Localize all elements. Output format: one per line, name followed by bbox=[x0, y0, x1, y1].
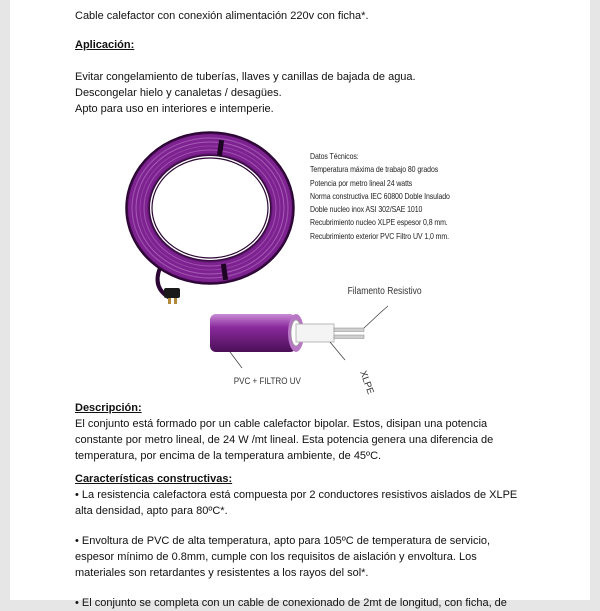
technical-data-line: Recubrimiento nucleo XLPE espesor 0,8 mm. bbox=[310, 217, 448, 228]
intro-text: Cable calefactor con conexión alimentación 220v con ficha*. bbox=[75, 10, 369, 22]
caracteristicas-line: espesor mínimo de 0.8mm, cumple con los requisitos de aislación y envoltura. Los bbox=[75, 551, 477, 563]
caracteristicas-line: • La resistencia calefactora está compuesta por 2 conductores resistivos aislados de XLPE bbox=[75, 489, 518, 501]
technical-data-line: Doble nucleo inox ASI 302/SAE 1010 bbox=[310, 204, 423, 215]
caracteristicas-line: • El conjunto se completa con un cable de conexionado de 2mt de longitud, con ficha, de bbox=[75, 597, 507, 609]
xlpe-label: XLPE bbox=[357, 369, 376, 396]
descripcion-section bbox=[75, 400, 525, 464]
technical-data-line: Recubrimiento exterior PVC Filtro UV 1,0 mm. bbox=[310, 230, 449, 241]
caracteristicas-heading: Características constructivas: bbox=[75, 473, 233, 485]
intro-section bbox=[75, 8, 525, 24]
technical-data-line: Temperatura máxima de trabajo 80 grados bbox=[310, 164, 439, 175]
cable-coil bbox=[126, 132, 294, 304]
descripcion-heading: Descripción: bbox=[75, 402, 142, 414]
aplicacion-heading: Aplicación: bbox=[75, 39, 135, 51]
technical-data bbox=[310, 150, 450, 243]
document-page bbox=[10, 0, 590, 609]
caracteristicas-line: alta densidad, apto para 80ºC*. bbox=[75, 505, 228, 517]
descripcion-line: constante por metro lineal, de 24 W /mt lineal. Esta potencia genera una diferencia de bbox=[75, 434, 494, 446]
aplicacion-section bbox=[75, 37, 525, 117]
descripcion-line: temperatura, por encima de la temperatura ambiente, de 45ºC. bbox=[75, 450, 382, 462]
cable-cross-section bbox=[210, 306, 388, 368]
technical-data-line: Norma constructiva IEC 60800 Doble Insulado bbox=[310, 190, 450, 201]
descripcion-line: El conjunto está formado por un cable calefactor bipolar. Estos, disipan una potencia bbox=[75, 418, 488, 430]
technical-data-line: Potencia por metro lineal 24 watts bbox=[310, 177, 413, 188]
technical-data-title: Datos Técnicos: bbox=[310, 151, 359, 161]
caracteristicas-line: • Envoltura de PVC de alta temperatura, apto para 105ºC de temperatura de servicio, bbox=[75, 535, 491, 547]
pvc-label: PVC + FILTRO UV bbox=[233, 375, 301, 387]
aplicacion-line: Evitar congelamiento de tuberías, llaves y canillas de bajada de agua. bbox=[75, 71, 416, 83]
caracteristicas-line: materiales son retardantes y resistentes a los rayos del sol*. bbox=[75, 567, 369, 579]
plug-icon bbox=[164, 288, 180, 298]
filament-label: Filamento Resistivo bbox=[347, 285, 422, 297]
aplicacion-line: Descongelar hielo y canaletas / desagües. bbox=[75, 87, 282, 99]
caracteristicas-section bbox=[75, 471, 525, 611]
aplicacion-line: Apto para uso en interiores e intemperie. bbox=[75, 103, 274, 115]
